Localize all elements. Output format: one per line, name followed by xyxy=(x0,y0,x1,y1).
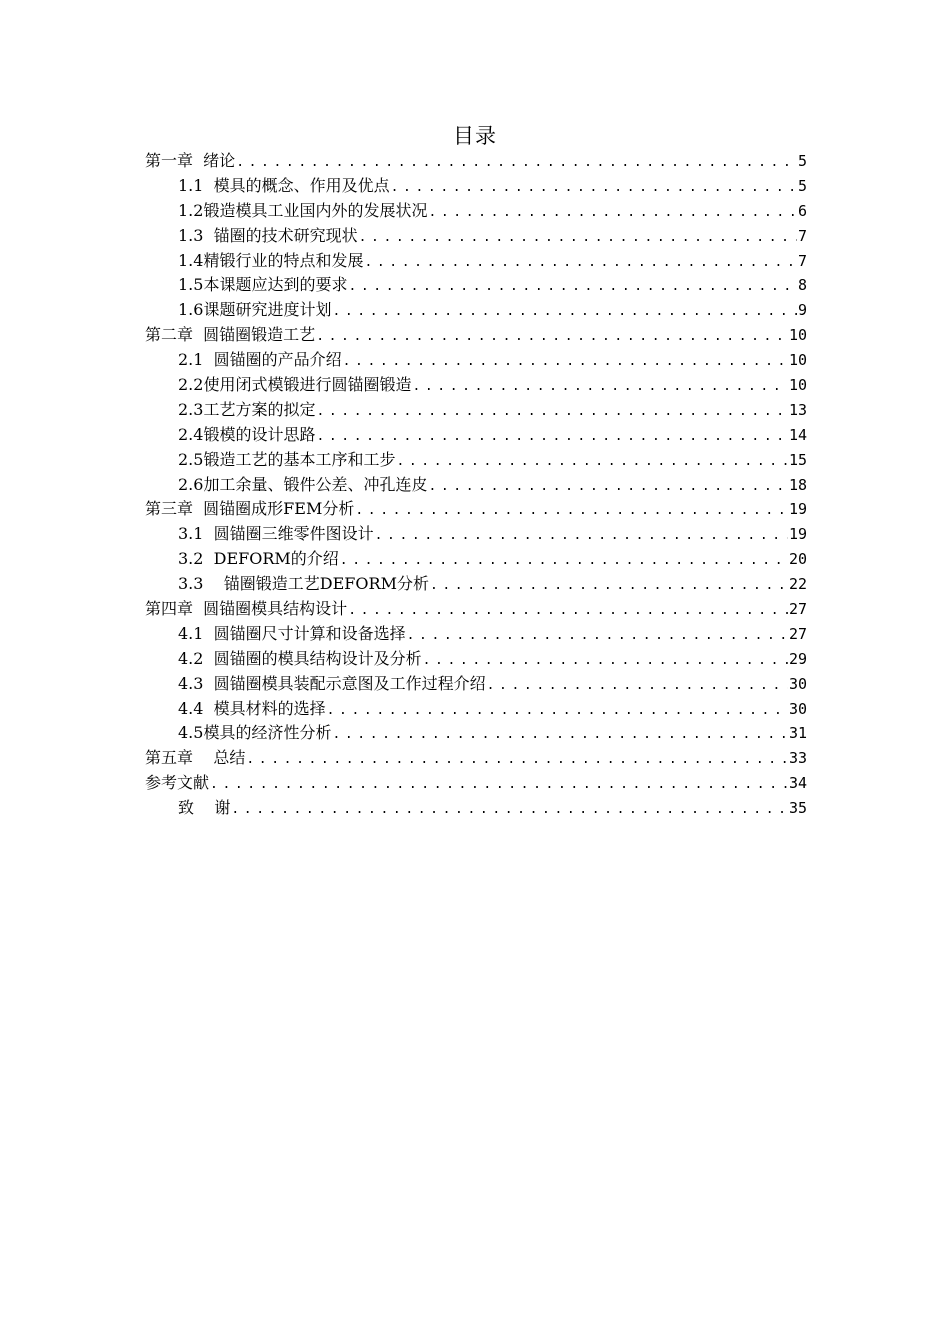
toc-section-entry[interactable] xyxy=(145,398,807,423)
toc-entry-label: 2.3工艺方案的拟定 xyxy=(178,399,316,419)
toc-list xyxy=(145,149,807,821)
toc-section-entry[interactable] xyxy=(145,249,807,274)
toc-entry-page-number: 13 xyxy=(788,400,807,419)
toc-entry-page-number: 29 xyxy=(788,649,807,668)
toc-entry-page-number: 35 xyxy=(788,799,807,818)
toc-dot-leader xyxy=(316,400,787,423)
toc-entry-label: 4.3 圆锚圈模具装配示意图及工作过程介绍 xyxy=(178,673,486,693)
toc-entry-page-number: 5 xyxy=(797,152,807,170)
toc-dot-leader xyxy=(423,649,788,672)
toc-entry-page-number: 6 xyxy=(797,201,807,220)
toc-section-entry[interactable] xyxy=(145,348,807,373)
toc-entry-page-number: 34 xyxy=(788,774,807,793)
toc-entry-label: 1.4精锻行业的特点和发展 xyxy=(178,250,364,270)
toc-entry-label: 1.3 锚圈的技术研究现状 xyxy=(178,225,358,245)
toc-entry-label: 1.5本课题应达到的要求 xyxy=(178,275,348,295)
toc-entry-label: 4.5模具的经济性分析 xyxy=(178,723,332,743)
toc-entry-page-number: 19 xyxy=(788,500,807,519)
toc-section-entry[interactable] xyxy=(145,697,807,722)
toc-chapter-entry[interactable] xyxy=(145,597,807,622)
toc-entry-label: 2.6加工余量、锻件公差、冲孔连皮 xyxy=(178,474,428,494)
toc-entry-label: 2.5锻造工艺的基本工序和工步 xyxy=(178,449,396,469)
toc-section-entry[interactable] xyxy=(145,721,807,746)
toc-section-entry[interactable] xyxy=(145,448,807,473)
toc-section-entry[interactable] xyxy=(145,522,807,547)
toc-entry-page-number: 30 xyxy=(788,674,807,693)
toc-entry-page-number: 19 xyxy=(788,525,807,544)
toc-entry-page-number: 10 xyxy=(788,326,807,345)
toc-section-entry[interactable] xyxy=(145,298,807,323)
toc-dot-leader xyxy=(407,624,788,647)
toc-entry-label: 1.2锻造模具工业国内外的发展状况 xyxy=(178,200,428,220)
toc-entry-label: 4.2 圆锚圈的模具结构设计及分析 xyxy=(178,648,422,668)
toc-entry-label: 第四章 圆锚圈模具结构设计 xyxy=(145,599,348,619)
toc-dot-leader xyxy=(430,574,788,597)
toc-dot-leader xyxy=(332,723,787,746)
toc-entry-label: 第五章 总结 xyxy=(145,748,246,768)
toc-entry-label: 2.2使用闭式模锻进行圆锚圈锻造 xyxy=(178,375,412,395)
toc-chapter-entry[interactable] xyxy=(145,323,807,348)
toc-entry-label: 3.3 锚圈锻造工艺DEFORM分析 xyxy=(178,574,429,594)
toc-entry-label: 第三章 圆锚圈成形FEM分析 xyxy=(145,499,355,519)
toc-entry-page-number: 20 xyxy=(788,550,807,569)
toc-entry-page-number: 15 xyxy=(788,450,807,469)
toc-dot-leader xyxy=(359,226,797,249)
toc-dot-leader xyxy=(348,275,797,298)
toc-entry-page-number: 27 xyxy=(788,624,807,643)
toc-dot-leader xyxy=(391,176,797,199)
toc-entry-page-number: 30 xyxy=(788,699,807,718)
toc-entry-page-number: 10 xyxy=(788,376,807,395)
toc-chapter-entry[interactable] xyxy=(145,771,807,796)
toc-chapter-entry[interactable] xyxy=(145,497,807,522)
toc-entry-page-number: 8 xyxy=(797,276,807,295)
toc-dot-leader xyxy=(343,350,788,373)
toc-section-entry[interactable] xyxy=(145,572,807,597)
toc-dot-leader xyxy=(236,151,797,174)
toc-entry-label: 2.4锻模的设计思路 xyxy=(178,424,316,444)
toc-section-entry[interactable] xyxy=(145,647,807,672)
toc-section-entry[interactable] xyxy=(145,199,807,224)
toc-entry-label: 4.1 圆锚圈尺寸计算和设备选择 xyxy=(178,623,406,643)
toc-entry-label: 致 谢 xyxy=(178,798,231,818)
toc-section-entry[interactable] xyxy=(145,273,807,298)
toc-entry-page-number: 5 xyxy=(797,176,807,195)
toc-dot-leader xyxy=(428,475,787,498)
toc-dot-leader xyxy=(340,549,788,572)
toc-entry-label: 4.4 模具材料的选择 xyxy=(178,698,326,718)
toc-section-entry[interactable] xyxy=(145,473,807,498)
toc-entry-page-number: 33 xyxy=(788,749,807,768)
toc-dot-leader xyxy=(231,798,788,821)
toc-dot-leader xyxy=(332,300,797,323)
toc-dot-leader xyxy=(348,599,788,622)
toc-entry-page-number: 7 xyxy=(797,251,807,270)
toc-dot-leader xyxy=(327,699,788,722)
toc-dot-leader xyxy=(316,425,787,448)
toc-dot-leader xyxy=(487,674,788,697)
toc-section-entry[interactable] xyxy=(145,373,807,398)
toc-entry-label: 1.1 模具的概念、作用及优点 xyxy=(178,175,390,195)
toc-entry-label: 第一章 绪论 xyxy=(145,151,236,170)
toc-entry-page-number: 7 xyxy=(797,226,807,245)
toc-dot-leader xyxy=(396,450,787,473)
toc-dot-leader xyxy=(355,499,788,522)
toc-chapter-entry[interactable] xyxy=(145,149,807,174)
toc-dot-leader xyxy=(428,201,797,224)
toc-entry-page-number: 22 xyxy=(788,575,807,594)
toc-dot-leader xyxy=(246,748,788,771)
toc-entry-label: 2.1 圆锚圈的产品介绍 xyxy=(178,350,342,370)
toc-dot-leader xyxy=(375,524,788,547)
toc-entry-page-number: 10 xyxy=(788,351,807,370)
toc-dot-leader xyxy=(412,375,787,398)
toc-dot-leader xyxy=(210,773,788,796)
toc-entry-label: 第二章 圆锚圈锻造工艺 xyxy=(145,325,316,345)
toc-title: 目录 xyxy=(453,124,497,148)
toc-section-entry[interactable] xyxy=(145,547,807,572)
toc-chapter-entry[interactable] xyxy=(145,746,807,771)
toc-entry-page-number: 27 xyxy=(788,600,807,619)
toc-entry-label: 参考文献 xyxy=(145,773,210,793)
toc-section-entry[interactable] xyxy=(145,224,807,249)
toc-entry-page-number: 14 xyxy=(788,425,807,444)
toc-entry-page-number: 18 xyxy=(788,475,807,494)
toc-dot-leader xyxy=(316,325,788,348)
toc-entry-label: 3.1 圆锚圈三维零件图设计 xyxy=(178,524,374,544)
toc-section-entry[interactable] xyxy=(145,796,807,821)
toc-section-entry[interactable] xyxy=(145,423,807,448)
toc-section-entry[interactable] xyxy=(145,174,807,199)
toc-dot-leader xyxy=(364,251,797,274)
toc-entry-label: 3.2 DEFORM的介绍 xyxy=(178,549,339,569)
toc-entry-page-number: 31 xyxy=(788,724,807,743)
toc-section-entry[interactable] xyxy=(145,622,807,647)
toc-entry-page-number: 9 xyxy=(797,301,807,320)
toc-entry-label: 1.6课题研究进度计划 xyxy=(178,300,332,320)
toc-section-entry[interactable] xyxy=(145,672,807,697)
